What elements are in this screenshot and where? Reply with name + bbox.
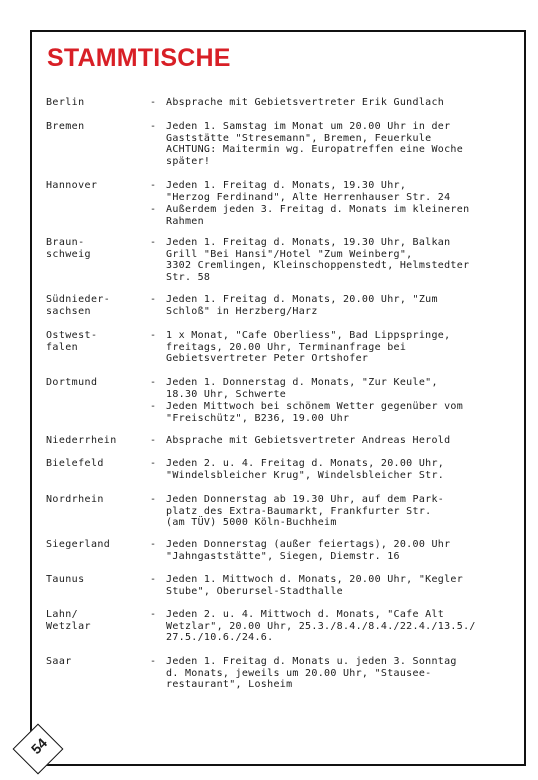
dash: - — [150, 294, 157, 305]
entry-items — [150, 435, 525, 448]
entry-place: Südnieder- sachsen — [46, 294, 111, 317]
entry-place: Braun- schweig — [46, 237, 91, 260]
entry-item — [150, 656, 525, 691]
entry-items — [150, 330, 525, 366]
entry-items — [150, 494, 525, 530]
entry-place: Nordrhein — [46, 494, 104, 505]
entry-item — [150, 97, 525, 109]
entry-items — [150, 180, 525, 228]
entry-items — [150, 574, 525, 598]
dash: - — [150, 435, 157, 446]
entry-place: Taunus — [46, 574, 85, 585]
entry-text: Jeden 2. u. 4. Mittwoch d. Monats, "Cafe Alt Wetzlar", 20.00 Uhr, 25.3./8.4./8.4./22.4./13.5./ 27.5./10.6./24.6. — [166, 609, 476, 643]
entry-text: Jeden 2. u. 4. Freitag d. Monats, 20.00 Uhr, "Windelsbleicher Krug", Windelsbleicher Str. — [166, 458, 445, 481]
entry-items — [150, 539, 525, 563]
entry-place: Saar — [46, 656, 72, 667]
entry-item — [150, 204, 525, 227]
entry-item — [150, 494, 525, 529]
entry-text: Jeden 1. Donnerstag d. Monats, "Zur Keule", 18.30 Uhr, Schwerte — [166, 377, 438, 400]
entry-text: Jeden Donnerstag ab 19.30 Uhr, auf dem Park- platz des Extra-Baumarkt, Frankfurter Str. (am TÜV) 5000 Köln-Buchheim — [166, 494, 445, 528]
entry-item — [150, 401, 525, 424]
entry-item — [150, 377, 525, 400]
dash: - — [150, 330, 157, 341]
entry-item — [150, 121, 525, 167]
entry-item — [150, 539, 525, 562]
entry-place: Berlin — [46, 97, 85, 108]
entry-text: Jeden 1. Mittwoch d. Monats, 20.00 Uhr, "Kegler Stube", Oberursel-Stadthalle — [166, 574, 464, 597]
entry-items — [150, 609, 525, 645]
entry-items — [150, 121, 525, 168]
dash: - — [150, 97, 157, 108]
entry-text: Jeden 1. Freitag d. Monats u. jeden 3. Sonntag d. Monats, jeweils um 20.00 Uhr, "Stausee- restaurant", Losheim — [166, 656, 457, 690]
entry-item — [150, 609, 525, 644]
entry-items — [150, 237, 525, 284]
entry-text: Absprache mit Gebietsvertreter Erik Gundlach — [166, 97, 445, 108]
dash: - — [150, 609, 157, 620]
entry-text: Außerdem jeden 3. Freitag d. Monats im kleineren Rahmen — [166, 204, 470, 227]
entry-items — [150, 294, 525, 318]
entry-text: Jeden Donnerstag (außer feiertags), 20.00 Uhr "Jahngaststätte", Siegen, Diemstr. 16 — [166, 539, 451, 562]
dash: - — [150, 539, 157, 550]
entry-place: Bielefeld — [46, 458, 104, 469]
dash: - — [150, 574, 157, 585]
dash: - — [150, 237, 157, 248]
dash: - — [150, 180, 157, 191]
dash: - — [150, 458, 157, 469]
entry-place: Bremen — [46, 121, 85, 132]
entry-text: 1 x Monat, "Cafe Oberliess", Bad Lippspringe, freitags, 20.00 Uhr, Terminanfrage bei Gebietsvertreter Peter Ortshofer — [166, 330, 451, 364]
entry-items — [150, 458, 525, 482]
entry-text: Absprache mit Gebietsvertreter Andreas Herold — [166, 435, 451, 446]
entry-place: Ostwest- falen — [46, 330, 98, 353]
entry-text: Jeden 1. Freitag d. Monats, 20.00 Uhr, "Zum Schloß" in Herzberg/Harz — [166, 294, 438, 317]
entry-item — [150, 435, 525, 447]
entry-place: Niederrhein — [46, 435, 117, 446]
entry-text: Jeden 1. Freitag d. Monats, 19.30 Uhr, Balkan Grill "Bei Hansi"/Hotel "Zum Weinberg", 3302 Cremlingen, Kleinschoppenstedt, Helmstedter Str. 58 — [166, 237, 470, 283]
dash: - — [150, 121, 157, 132]
entry-item — [150, 330, 525, 365]
page-title: STAMMTISCHE — [47, 44, 231, 72]
entry-place: Lahn/ Wetzlar — [46, 609, 91, 632]
entry-item — [150, 294, 525, 317]
entry-place: Dortmund — [46, 377, 98, 388]
dash: - — [150, 377, 157, 388]
entry-item — [150, 180, 525, 203]
dash: - — [150, 401, 157, 412]
entry-place: Siegerland — [46, 539, 111, 550]
entry-text: Jeden 1. Freitag d. Monats, 19.30 Uhr, "Herzog Ferdinand", Alte Herrenhauser Str. 24 — [166, 180, 451, 203]
entry-text: Jeden Mittwoch bei schönem Wetter gegenüber vom "Freischütz", B236, 19.00 Uhr — [166, 401, 464, 424]
dash: - — [150, 656, 157, 667]
entry-item — [150, 237, 525, 283]
dash: - — [150, 204, 157, 215]
entry-items — [150, 97, 525, 110]
entry-items — [150, 377, 525, 425]
entry-item — [150, 574, 525, 597]
entry-place: Hannover — [46, 180, 98, 191]
dash: - — [150, 494, 157, 505]
page-number: 54 — [27, 734, 51, 758]
entry-text: Jeden 1. Samstag im Monat um 20.00 Uhr in der Gaststätte "Stresemann", Bremen, Feuerkule ACHTUNG: Maitermin wg. Europatreffen eine Woche später! — [166, 121, 464, 167]
entry-items — [150, 656, 525, 692]
entry-item — [150, 458, 525, 481]
